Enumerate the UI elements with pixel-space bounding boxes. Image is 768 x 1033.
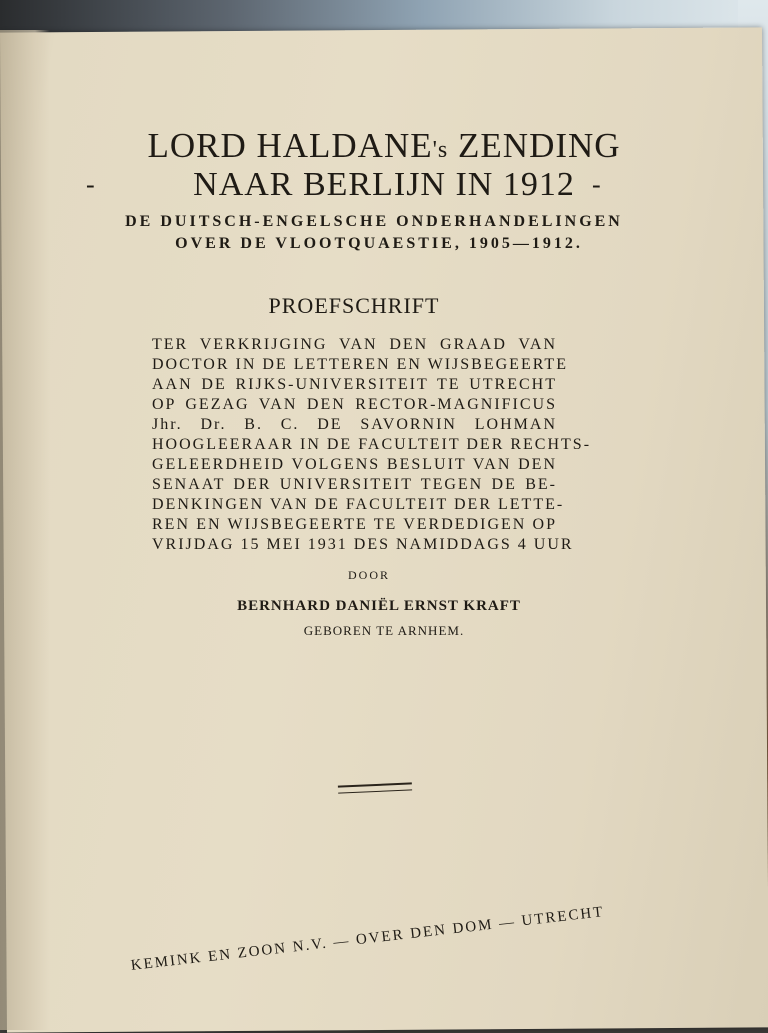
body-line-5: Jhr. Dr. B. C. DE SAVORNIN LOHMAN bbox=[152, 416, 557, 433]
title-dash-left: - bbox=[86, 170, 95, 199]
title-part2: ZENDING bbox=[458, 126, 621, 165]
heading-proefschrift: PROEFSCHRIFT bbox=[268, 293, 440, 318]
body-line-11: VRIJDAG 15 MEI 1931 DES NAMIDDAGS 4 UUR bbox=[152, 536, 574, 553]
body-line-6: HOOGLEERAAR IN DE FACULTEIT DER RECHTS- bbox=[152, 436, 592, 453]
author-birthplace: GEBOREN TE ARNHEM. bbox=[303, 623, 465, 638]
body-line-4: OP GEZAG VAN DEN RECTOR-MAGNIFICUS bbox=[152, 396, 557, 413]
author-name: BERNHARD DANIËL ERNST KRAFT bbox=[237, 598, 521, 614]
publisher-footer: KEMINK EN ZOON N.V. — OVER DEN DOM — UTRECHT bbox=[130, 904, 606, 974]
subtitle-line-2: OVER DE VLOOTQUAESTIE, 1905—1912. bbox=[175, 235, 583, 252]
body-line-10: REN EN WIJSBEGEERTE TE VERDEDIGEN OP bbox=[152, 516, 557, 533]
body-line-3: AAN DE RIJKS-UNIVERSITEIT TE UTRECHT bbox=[152, 376, 557, 393]
body-line-8: SENAAT DER UNIVERSITEIT TEGEN DE BE- bbox=[152, 476, 557, 493]
body-line-7: GELEERDHEID VOLGENS BESLUIT VAN DEN bbox=[152, 456, 557, 473]
door-label: DOOR bbox=[347, 568, 390, 582]
body-line-9: DENKINGEN VAN DE FACULTEIT DER LETTE- bbox=[152, 496, 565, 513]
title-line-1 bbox=[0, 126, 768, 166]
title-part1: LORD HALDANE bbox=[147, 126, 433, 165]
body-line-1: TER VERKRIJGING VAN DEN GRAAD VAN bbox=[152, 336, 557, 353]
title-possessive: 's bbox=[432, 137, 449, 163]
body-line-2: DOCTOR IN DE LETTEREN EN WIJSBEGEERTE bbox=[152, 356, 568, 373]
title-line-2: NAAR BERLIJN IN 1912 bbox=[193, 166, 575, 203]
title-dash-right: - bbox=[592, 170, 601, 199]
subtitle-line-1: DE DUITSCH-ENGELSCHE ONDERHANDELINGEN bbox=[125, 213, 623, 230]
